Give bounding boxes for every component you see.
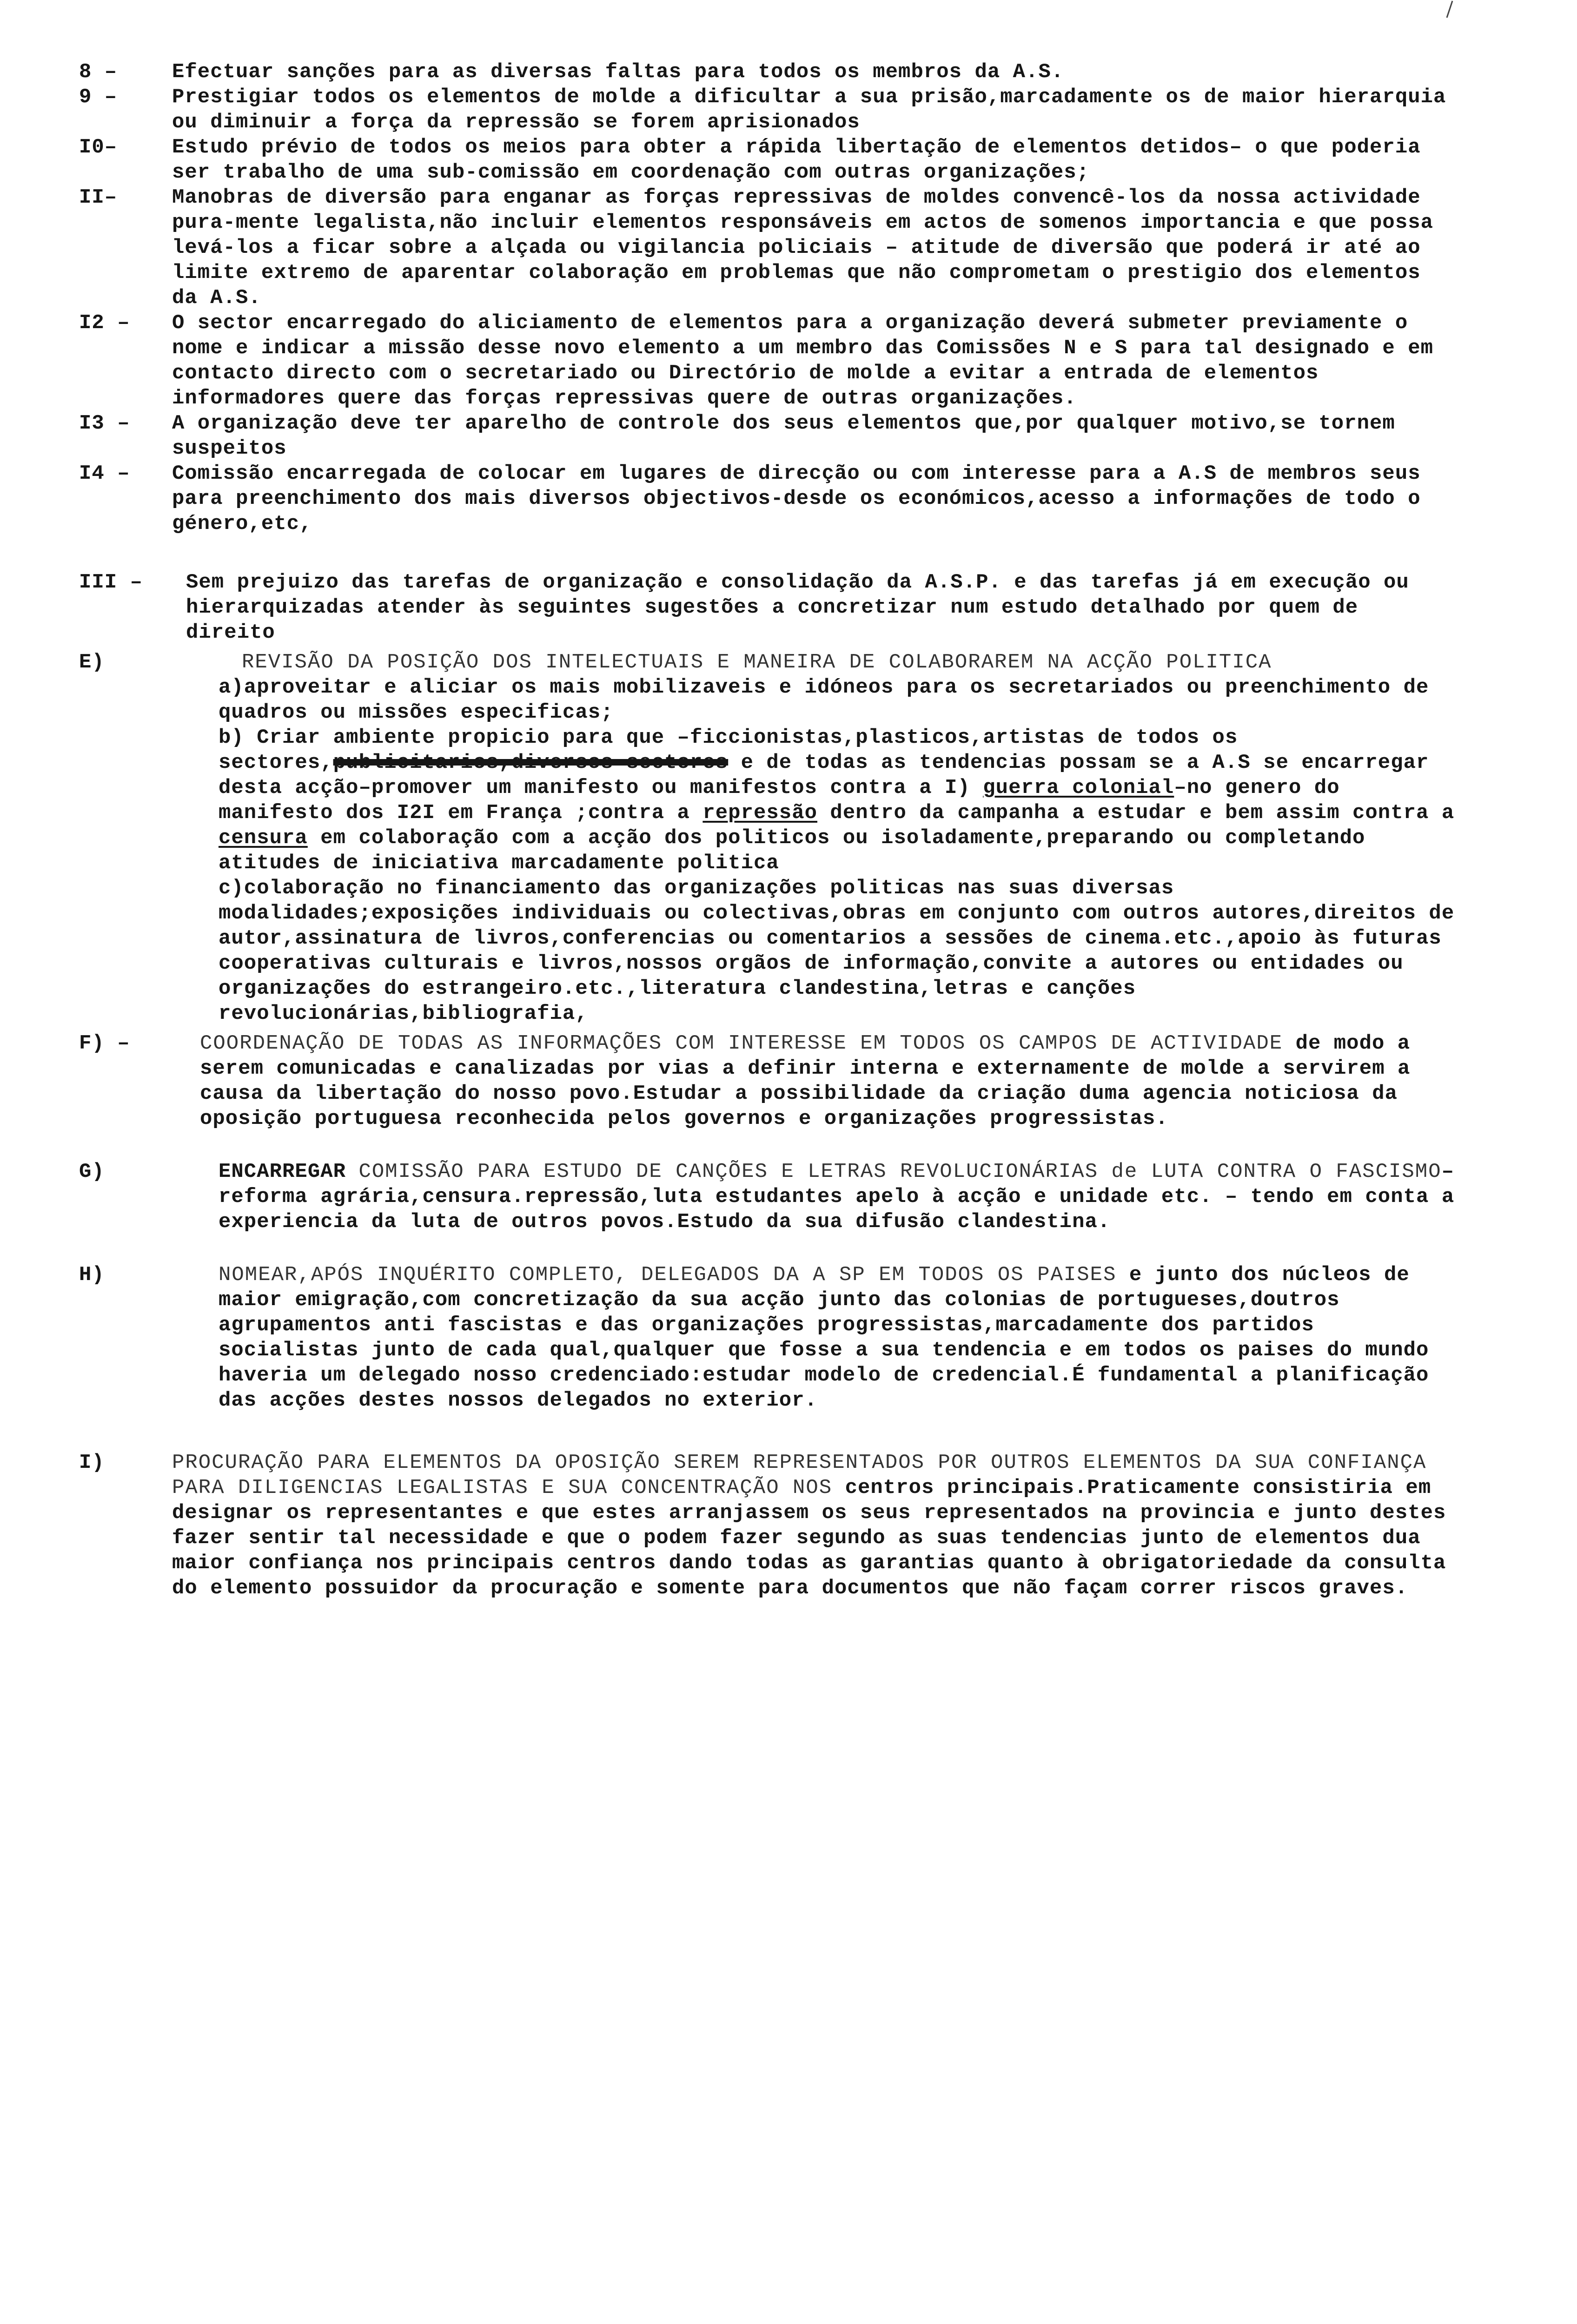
list-item — [79, 461, 1455, 536]
item-number: 8 – — [79, 60, 118, 84]
item-text: O sector encarregado do aliciamento de elementos para a organização deverá submeter previamente o nome e indicar a missão desse novo elemento a um membro das Comissões N e S para tal designado e em contacto directo com o secretariado ou Directório de molde a evitar a entrada de elementos informadores quere das forças repressivas quere de outras organizações. — [172, 311, 1434, 410]
item-number: I0– — [79, 136, 118, 159]
section-number: III – — [79, 571, 143, 594]
item-number: I4 – — [79, 462, 130, 485]
underlined-term: censura — [219, 826, 308, 850]
item-number: I3 – — [79, 412, 130, 435]
pen-mark — [1445, 0, 1454, 19]
subitem-b-end: em colaboração com a acção dos politicos ou isoladamente,preparando ou completando atitudes de iniciativa marcadamente politica — [219, 826, 1365, 875]
item-text: A organização deve ter aparelho de controle dos seus elementos que,por qualquer motivo,se tornem suspeitos — [172, 412, 1395, 460]
subitem-text — [219, 725, 1455, 876]
section-d — [79, 570, 1455, 645]
item-number: II– — [79, 186, 118, 209]
section-text — [172, 1450, 1455, 1601]
section-title: REVISÃO DA POSIÇÃO DOS INTELECTUAIS E MANEIRA DE COLABORAREM NA ACÇÃO POLITICA — [242, 651, 1272, 674]
section-caps-heading: NOMEAR,APÓS INQUÉRITO COMPLETO, DELEGADOS DA A SP EM TODOS OS PAISES — [219, 1263, 1117, 1287]
section-text — [219, 1159, 1455, 1235]
item-number: I2 – — [79, 311, 130, 335]
section-e — [79, 650, 1455, 675]
section-number: F) – — [79, 1032, 130, 1055]
section-body: centros principais.Praticamente consistiria em designar os representantes e que estes arranjassem os seus representados na provincia e junto destes fazer sentir tal necessidade e que o podem fazer segundo as suas tendencias junto de elementos dua maior confiança nos principais centros dando todas as garantias quanto à obrigatoriedade da consulta do elemento possuidor da procuração e somente para documentos que não façam correr riscos graves. — [172, 1476, 1446, 1600]
section-text: Sem prejuizo das tarefas de organização e consolidação da A.S.P. e das tarefas já em execução ou hierarquizadas atender às seguintes sugestões a concretizar num estudo detalhado por quem de direito — [186, 571, 1409, 644]
section-text — [200, 1031, 1455, 1131]
subitem-c — [79, 876, 1455, 1026]
subitem-text: a)aproveitar e aliciar os mais mobilizaveis e idóneos para os secretariados ou preenchimento de quadros ou missões especificas; — [219, 676, 1429, 724]
list-item — [79, 59, 1455, 85]
section-text — [219, 1262, 1455, 1413]
section-f — [79, 1031, 1455, 1131]
section-i — [79, 1450, 1455, 1601]
list-item — [79, 85, 1455, 135]
subitem-b-text: e de todas as tendencias possam se a A.S se encarregar desta acção–promover um manifesto ou manifestos contra a I) — [219, 751, 1429, 799]
section-number: I) — [79, 1451, 105, 1474]
underlined-term: guerra colonial — [983, 776, 1174, 799]
section-number: E) — [79, 651, 105, 674]
underlined-term: repressão — [702, 801, 818, 825]
section-body: e junto dos núcleos de maior emigração,com concretização da sua acção junto das colonias de portugueses,doutros agrupamentos anti fascistas e das organizações progressistas,marcadamente dos partidos socialistas junto de cada qual,qualquer que fosse a sua tendencia e em todos os paises do mundo haveria um delegado nosso credenciado:estudar modelo de credencial.É fundamental a planificação das acções destes nossos delegados no exterior. — [219, 1263, 1429, 1412]
item-text: Efectuar sanções para as diversas faltas para todos os membros da A.S. — [172, 60, 1064, 84]
item-text: Comissão encarregada de colocar em lugares de direcção ou com interesse para a A.S de membros seus para preenchimento dos mais diversos objectivos-desde os económicos,acesso a informações de todo o género,etc, — [172, 462, 1421, 535]
item-number: 9 – — [79, 86, 118, 109]
subitem-text: c)colaboração no financiamento das organizações politicas nas suas diversas modalidades;exposições individuais ou colectivas,obras em conjunto com outros autores,direitos de autor,assinatura de livros,conferencias ou comentarios a sessões de cinema.etc.,apoio às futuras cooperativas culturais e livros,nossos orgãos de informação,convite a autores ou entidades ou organizações do estrangeiro.etc.,literatura clandestina,letras e canções revolucionárias,bibliografia, — [219, 877, 1455, 1025]
section-number: H) — [79, 1263, 105, 1287]
struck-out-text: publicitarios,diversos sectores — [333, 751, 729, 774]
section-caps-heading: PROCURAÇÃO PARA ELEMENTOS DA OPOSIÇÃO SEREM REPRESENTADOS POR OUTROS ELEMENTOS DA SUA CONFIANÇA PARA DILIGENCIAS LEGALISTAS E SUA CONCENTRAÇÃO NOS — [172, 1451, 1427, 1499]
list-item — [79, 135, 1455, 185]
subitem-b-text: dentro da campanha a estudar e bem assim contra a — [817, 801, 1455, 825]
typed-text-body — [79, 59, 1455, 1601]
subitem-b-text: –no genero do manifesto dos I2I em França ;contra a — [219, 776, 1340, 825]
section-g — [79, 1159, 1455, 1235]
section-caps-heading: COMISSÃO PARA ESTUDO DE CANÇÕES E LETRAS REVOLUCIONÁRIAS de LUTA CONTRA O FASCISMO — [358, 1160, 1442, 1183]
list-item — [79, 411, 1455, 461]
item-text: Prestigiar todos os elementos de molde a dificultar a sua prisão,marcadamente os de maior hierarquia ou diminuir a força da repressão se forem aprisionados — [172, 86, 1446, 134]
section-h — [79, 1262, 1455, 1413]
list-item — [79, 185, 1455, 310]
section-body: de modo a serem comunicadas e canalizadas por vias a definir interna e externamente de molde a servirem a causa da libertação do nosso povo.Estudar a possibilidade da criação duma agencia noticiosa da oposição portuguesa reconhecida pelos governos e organizações progressistas. — [200, 1032, 1411, 1130]
section-body: –reforma agrária,censura.repressão,luta estudantes apelo à acção e unidade etc. – tendo em conta a experiencia da luta de outros povos.Estudo da sua difusão clandestina. — [219, 1160, 1455, 1234]
section-caps-heading: COORDENAÇÃO DE TODAS AS INFORMAÇÕES COM INTERESSE EM TODOS OS CAMPOS DE ACTIVIDADE — [200, 1032, 1283, 1055]
subitem-b — [79, 725, 1455, 876]
subitem-b-start: b) Criar ambiente propicio para que –ficcionistas,plasticos,artistas de todos os sectores, — [219, 726, 1238, 774]
subitem-a — [79, 675, 1455, 725]
section-number: G) — [79, 1160, 105, 1183]
item-text: Estudo prévio de todos os meios para obter a rápida libertação de elementos detidos– o que poderia ser trabalho de uma sub-comissão em coordenação com outras organizações; — [172, 136, 1421, 184]
list-item — [79, 310, 1455, 411]
section-lead: ENCARREGAR — [219, 1160, 346, 1183]
item-text: Manobras de diversão para enganar as forças repressivas de moldes convencê-los da nossa actividade pura-mente legalista,não incluir elementos responsáveis em actos de somenos importancia e que possa levá-los a ficar sobre a alçada ou vigilancia policiais – atitude de diversão que poderá ir até ao limite extremo de aparentar colaboração em problemas que não comprometam o prestigio dos elementos da A.S. — [172, 186, 1434, 310]
